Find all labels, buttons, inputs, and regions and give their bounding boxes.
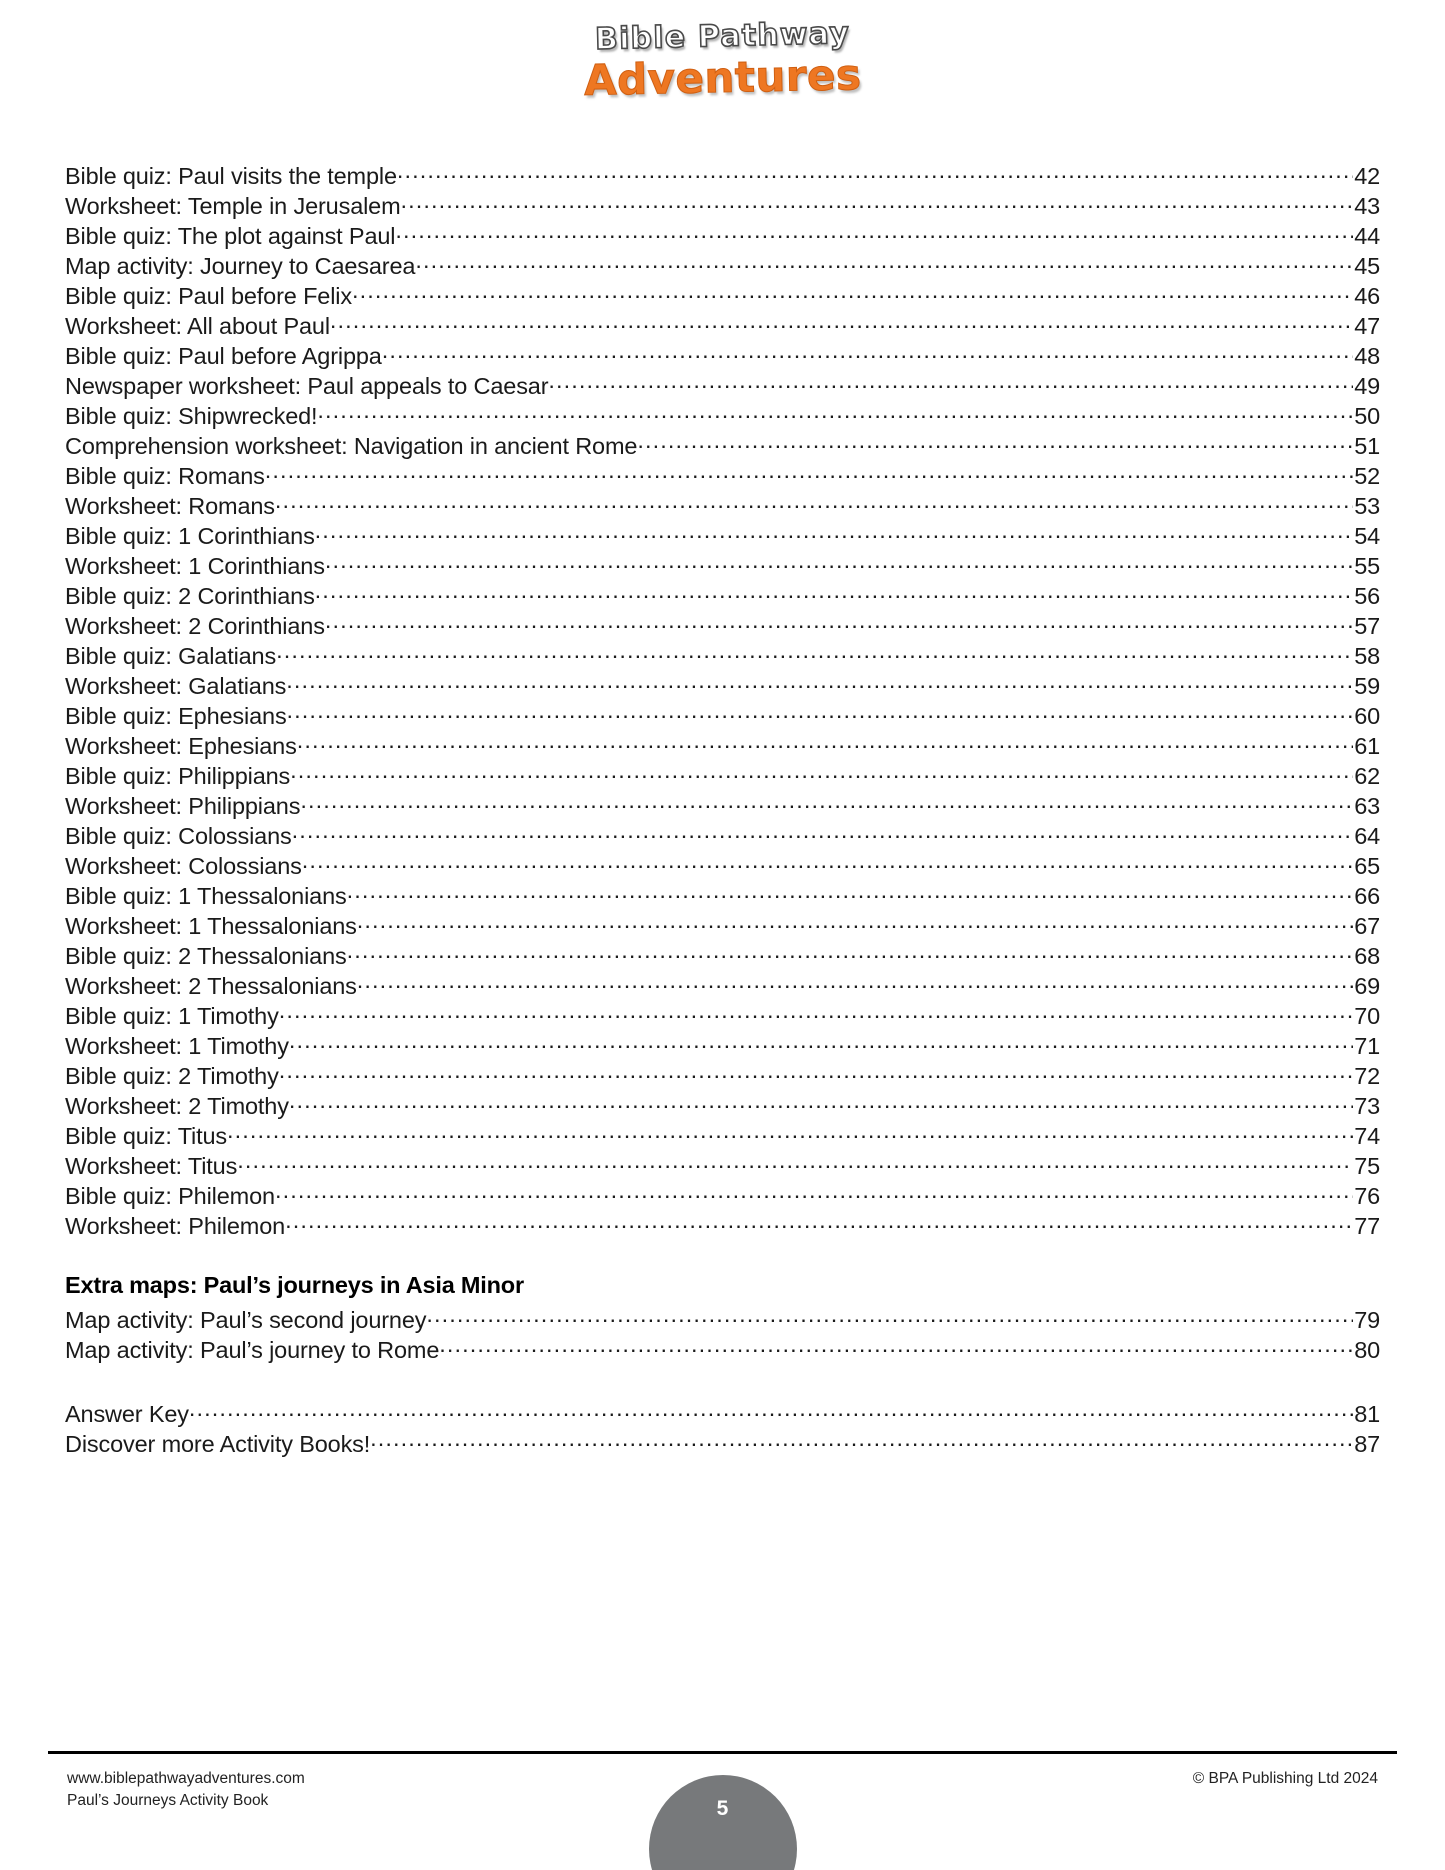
toc-leader-dots: [290, 760, 1353, 784]
toc-entry[interactable]: [65, 940, 1380, 970]
toc-leader-dots: [357, 970, 1353, 994]
toc-leader-dots: [275, 490, 1353, 514]
toc-entry-title: Answer Key: [65, 1400, 189, 1427]
toc-entry[interactable]: [65, 790, 1380, 820]
toc-entry[interactable]: [65, 1000, 1380, 1030]
toc-entry-title: Bible quiz: Colossians: [65, 822, 292, 849]
toc-entry-page: 44: [1354, 222, 1380, 249]
toc-entry-page: 56: [1354, 582, 1380, 609]
toc-entry[interactable]: [65, 580, 1380, 610]
footer-left-block: [67, 1768, 305, 1812]
toc-entry-title: Bible quiz: 1 Timothy: [65, 1002, 279, 1029]
toc-entry-page: 73: [1354, 1092, 1380, 1119]
toc-entry-page: 69: [1354, 972, 1380, 999]
toc-entry[interactable]: [65, 1120, 1380, 1150]
toc-entry-title: Worksheet: Titus: [65, 1152, 238, 1179]
toc-entry-title: Worksheet: Philippians: [65, 792, 301, 819]
toc-leader-dots: [347, 880, 1354, 904]
brand-logo: [0, 15, 1445, 105]
toc-entry-title: Worksheet: 1 Timothy: [65, 1032, 289, 1059]
toc-leader-dots: [426, 1304, 1353, 1328]
footer-divider: [48, 1751, 1397, 1754]
toc-entry[interactable]: [65, 730, 1380, 760]
toc-entry-page: 43: [1354, 192, 1380, 219]
toc-entry[interactable]: [65, 1180, 1380, 1210]
toc-entry[interactable]: [65, 760, 1380, 790]
toc-entry[interactable]: [65, 820, 1380, 850]
footer-book-title: Paul’s Journeys Activity Book: [67, 1792, 269, 1809]
toc-entry-page: 65: [1354, 852, 1380, 879]
toc-entry-page: 49: [1354, 372, 1380, 399]
toc-leader-dots: [287, 700, 1354, 724]
toc-entry[interactable]: [65, 1304, 1380, 1334]
toc-entry[interactable]: [65, 970, 1380, 1000]
toc-entry-page: 46: [1354, 282, 1380, 309]
logo-line-adventures: Adventures: [583, 50, 862, 105]
toc-entry[interactable]: [65, 1334, 1380, 1364]
toc-entry-title: Bible quiz: Titus: [65, 1122, 228, 1149]
toc-leader-dots: [395, 220, 1353, 244]
toc-leader-dots: [382, 340, 1354, 364]
toc-entry-page: 58: [1354, 642, 1380, 669]
toc-entry[interactable]: [65, 220, 1380, 250]
toc-entry-page: 68: [1354, 942, 1380, 969]
toc-entry-title: Bible quiz: 1 Corinthians: [65, 522, 315, 549]
toc-entry-title: Worksheet: Temple in Jerusalem: [65, 192, 401, 219]
toc-entry[interactable]: [65, 430, 1380, 460]
toc-entry-title: Worksheet: 2 Timothy: [65, 1092, 289, 1119]
footer-right-block: [1193, 1768, 1378, 1790]
toc-leader-dots: [315, 580, 1354, 604]
toc-entry-title: Bible quiz: Shipwrecked!: [65, 402, 318, 429]
toc-entry-title: Worksheet: 1 Corinthians: [65, 552, 325, 579]
toc-entry-title: Bible quiz: Ephesians: [65, 702, 287, 729]
toc-entry-title: Bible quiz: The plot against Paul: [65, 222, 396, 249]
page-number-badge: [649, 1775, 797, 1870]
toc-entry-title: Bible quiz: 2 Thessalonians: [65, 942, 347, 969]
toc-entry-page: 77: [1354, 1212, 1380, 1239]
toc-entry-page: 57: [1354, 612, 1380, 639]
toc-leader-dots: [285, 1210, 1353, 1234]
toc-leader-dots: [297, 730, 1354, 754]
toc-entry-page: 67: [1354, 912, 1380, 939]
toc-entry[interactable]: [65, 520, 1380, 550]
toc-entry-page: 66: [1354, 882, 1380, 909]
toc-entry-title: Worksheet: Romans: [65, 492, 275, 519]
toc-entry[interactable]: [65, 1030, 1380, 1060]
logo-line-bible-pathway: Bible Pathway: [594, 15, 851, 58]
toc-section-heading: Extra maps: Paul’s journeys in Asia Minor: [65, 1272, 524, 1298]
toc-entry-page: 53: [1354, 492, 1380, 519]
toc-entry[interactable]: [65, 880, 1380, 910]
toc-entry-page: 80: [1354, 1336, 1380, 1363]
toc-entry-page: 48: [1354, 342, 1380, 369]
footer-website[interactable]: www.biblepathwayadventures.com: [67, 1770, 305, 1787]
toc-entry[interactable]: [65, 1060, 1380, 1090]
toc-leader-dots: [352, 280, 1353, 304]
toc-leader-dots: [415, 250, 1353, 274]
toc-entry-title: Bible quiz: Philippians: [65, 762, 291, 789]
toc-entry[interactable]: [65, 160, 1380, 190]
toc-entry-page: 72: [1354, 1062, 1380, 1089]
toc-entry[interactable]: [65, 1428, 1380, 1458]
toc-entry-title: Bible quiz: Paul before Agrippa: [65, 342, 382, 369]
toc-leader-dots: [289, 1090, 1353, 1114]
toc-leader-dots: [330, 310, 1353, 334]
toc-entry[interactable]: [65, 670, 1380, 700]
toc-entry-page: 45: [1354, 252, 1380, 279]
toc-entry-title: Worksheet: 1 Thessalonians: [65, 912, 357, 939]
toc-leader-dots: [265, 460, 1353, 484]
toc-leader-dots: [289, 1030, 1353, 1054]
toc-entry-page: 50: [1354, 402, 1380, 429]
toc-entry-title: Worksheet: 2 Corinthians: [65, 612, 325, 639]
toc-leader-dots: [189, 1398, 1353, 1422]
toc-leader-dots: [227, 1120, 1353, 1144]
toc-entry-page: 87: [1354, 1430, 1380, 1457]
toc-entry-title: Worksheet: Ephesians: [65, 732, 297, 759]
toc-entry-title: Bible quiz: Romans: [65, 462, 265, 489]
footer-copyright: © BPA Publishing Ltd 2024: [1192, 1770, 1378, 1787]
toc-entry-page: 55: [1354, 552, 1380, 579]
toc-spacer: [65, 1240, 1380, 1274]
toc-entry[interactable]: [65, 910, 1380, 940]
toc-entry[interactable]: [65, 190, 1380, 220]
toc-entry[interactable]: [65, 280, 1380, 310]
toc-entry-page: 71: [1354, 1032, 1380, 1059]
toc-entry-page: 47: [1354, 312, 1380, 339]
toc-entry-page: 52: [1354, 462, 1380, 489]
toc-entry[interactable]: [65, 1090, 1380, 1120]
toc-entry[interactable]: [65, 1150, 1380, 1180]
toc-entry[interactable]: [65, 610, 1380, 640]
toc-entry-page: 70: [1354, 1002, 1380, 1029]
toc-entry-title: Map activity: Paul’s journey to Rome: [65, 1336, 440, 1363]
toc-entry-title: Map activity: Paul’s second journey: [65, 1306, 427, 1333]
toc-entry-title: Worksheet: Colossians: [65, 852, 302, 879]
toc-entry-title: Map activity: Journey to Caesarea: [65, 252, 416, 279]
toc-entry-page: 63: [1354, 792, 1380, 819]
toc-leader-dots: [317, 400, 1353, 424]
toc-entry-page: 79: [1354, 1306, 1380, 1333]
toc-leader-dots: [397, 160, 1353, 184]
toc-leader-dots: [276, 640, 1353, 664]
toc-entry-title: Worksheet: 2 Thessalonians: [65, 972, 357, 999]
toc-entry-page: 76: [1354, 1182, 1380, 1209]
toc-leader-dots: [286, 670, 1353, 694]
toc-leader-dots: [325, 550, 1353, 574]
toc-entry-page: 75: [1354, 1152, 1380, 1179]
table-of-contents: [65, 160, 1380, 1458]
toc-entry[interactable]: [65, 340, 1380, 370]
toc-entry-title: Bible quiz: Paul visits the temple: [65, 162, 397, 189]
toc-entry[interactable]: [65, 1398, 1380, 1428]
toc-entry-title: Comprehension worksheet: Navigation in ancient Rome: [65, 432, 638, 459]
toc-leader-dots: [292, 820, 1354, 844]
toc-entry-page: 81: [1354, 1400, 1380, 1427]
toc-leader-dots: [300, 790, 1353, 814]
toc-entry-page: 51: [1354, 432, 1380, 459]
toc-entry-page: 64: [1354, 822, 1380, 849]
toc-entry[interactable]: [65, 850, 1380, 880]
toc-entry[interactable]: [65, 250, 1380, 280]
toc-leader-dots: [325, 610, 1353, 634]
toc-entry[interactable]: [65, 640, 1380, 670]
toc-entry[interactable]: [65, 1210, 1380, 1240]
toc-leader-dots: [315, 520, 1354, 544]
toc-entry-title: Bible quiz: Paul before Felix: [65, 282, 352, 309]
toc-entry[interactable]: [65, 700, 1380, 730]
page-number-text: 5: [716, 1797, 729, 1820]
toc-entry-title: Bible quiz: Galatians: [65, 642, 277, 669]
toc-entry-title: Bible quiz: 2 Corinthians: [65, 582, 315, 609]
toc-entry-page: 54: [1354, 522, 1380, 549]
toc-leader-dots: [237, 1150, 1353, 1174]
toc-leader-dots: [279, 1000, 1354, 1024]
toc-leader-dots: [275, 1180, 1353, 1204]
toc-main-list: [65, 160, 1380, 1240]
toc-entry[interactable]: [65, 400, 1380, 430]
toc-back-matter-list: [65, 1398, 1380, 1458]
toc-leader-dots: [279, 1060, 1354, 1084]
toc-entry-page: 62: [1354, 762, 1380, 789]
toc-entry-page: 60: [1354, 702, 1380, 729]
toc-entry[interactable]: [65, 370, 1380, 400]
toc-entry-title: Worksheet: All about Paul: [65, 312, 330, 339]
toc-leader-dots: [439, 1334, 1353, 1358]
toc-entry[interactable]: [65, 310, 1380, 340]
toc-entry[interactable]: [65, 460, 1380, 490]
toc-section-list: [65, 1304, 1380, 1364]
toc-entry[interactable]: [65, 550, 1380, 580]
toc-entry-title: Bible quiz: 1 Thessalonians: [65, 882, 347, 909]
toc-leader-dots: [347, 940, 1354, 964]
toc-entry-title: Worksheet: Philemon: [65, 1212, 286, 1239]
toc-entry-title: Discover more Activity Books!: [65, 1430, 371, 1457]
toc-entry-page: 61: [1354, 732, 1380, 759]
toc-leader-dots: [370, 1428, 1353, 1452]
toc-leader-dots: [357, 910, 1353, 934]
toc-leader-dots: [548, 370, 1353, 394]
toc-entry[interactable]: [65, 490, 1380, 520]
toc-entry-title: Bible quiz: 2 Timothy: [65, 1062, 279, 1089]
toc-spacer-2: [65, 1364, 1380, 1398]
toc-entry-title: Newspaper worksheet: Paul appeals to Caesar: [65, 372, 549, 399]
toc-entry-page: 42: [1354, 162, 1380, 189]
toc-leader-dots: [401, 190, 1354, 214]
toc-leader-dots: [302, 850, 1354, 874]
toc-entry-page: 74: [1354, 1122, 1380, 1149]
toc-entry-page: 59: [1354, 672, 1380, 699]
toc-entry-title: Worksheet: Galatians: [65, 672, 287, 699]
toc-leader-dots: [637, 430, 1353, 454]
toc-entry-title: Bible quiz: Philemon: [65, 1182, 275, 1209]
